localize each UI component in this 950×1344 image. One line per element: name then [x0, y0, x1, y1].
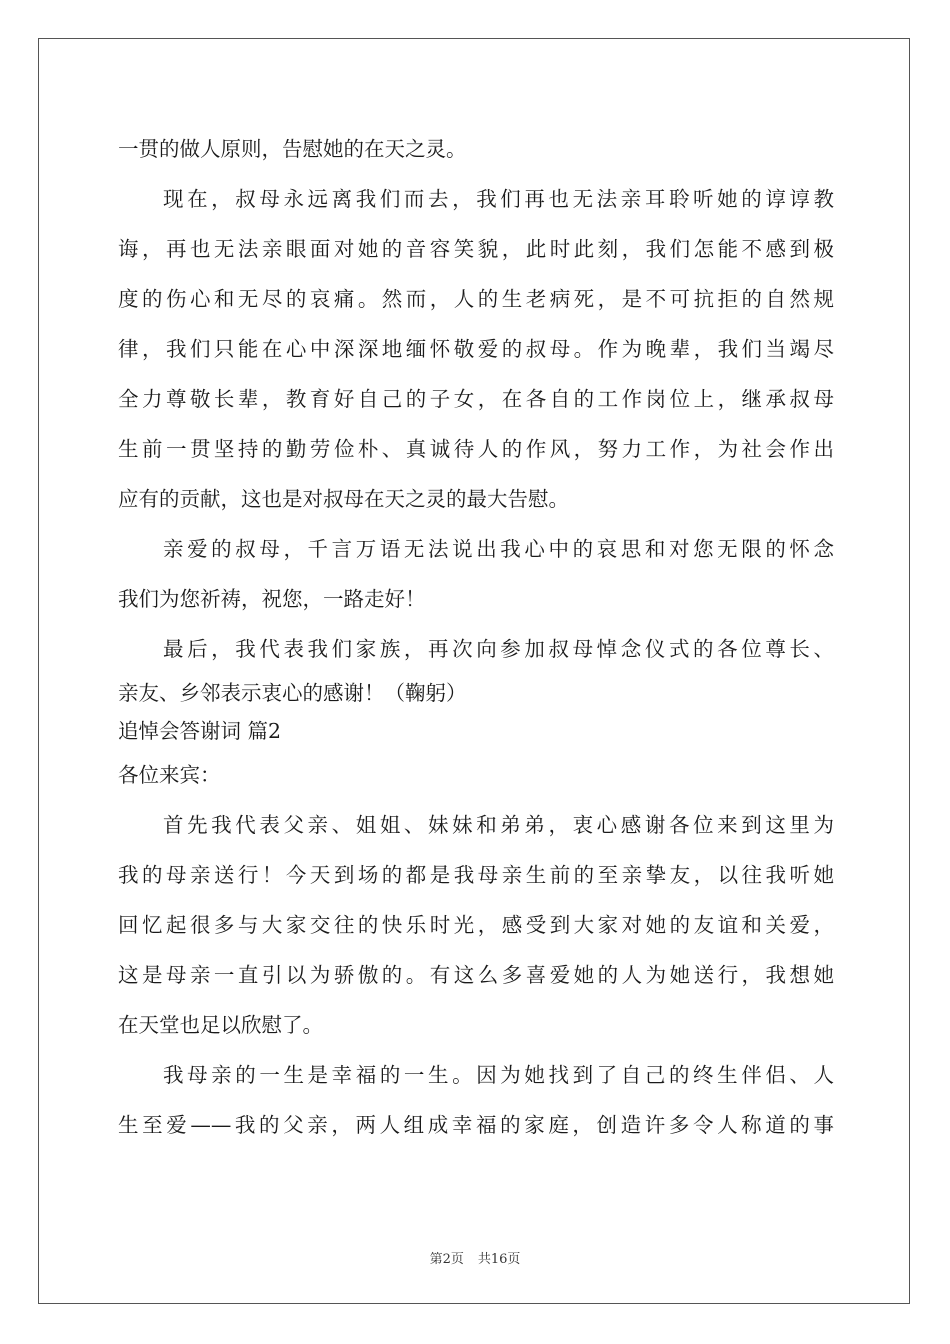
- text-line: 我们为您祈祷，祝您，一路走好！: [118, 587, 426, 611]
- text-line: 回忆起很多与大家交往的快乐时光，感受到大家对她的友谊和关爱，: [118, 913, 834, 937]
- text-line: 应有的贡献，这也是对叔母在天之灵的最大告慰。: [118, 487, 569, 511]
- text-line: 这是母亲一直引以为骄傲的。有这么多喜爱她的人为她送行，我想她: [118, 963, 834, 987]
- text-line: 亲友、乡邻表示衷心的感谢！（鞠躬）: [118, 681, 467, 705]
- text-line: 生前一贯坚持的勤劳俭朴、真诚待人的作风，努力工作，为社会作出: [118, 437, 834, 461]
- paragraph-start-line: 亲爱的叔母，千言万语无法说出我心中的哀思和对您无限的怀念: [163, 537, 834, 561]
- text-line: 我的母亲送行！今天到场的都是我母亲生前的至亲挚友，以往我听她: [118, 863, 834, 887]
- paragraph-start-line: 首先我代表父亲、姐姐、妹妹和弟弟，衷心感谢各位来到这里为: [163, 813, 834, 837]
- paragraph-start-line: 最后，我代表我们家族，再次向参加叔母悼念仪式的各位尊长、: [163, 637, 834, 661]
- text-line: 生至爱——我的父亲，两人组成幸福的家庭，创造许多令人称道的事: [118, 1113, 834, 1137]
- page-number: 第2页: [429, 1252, 464, 1267]
- text-line: 一贯的做人原则，告慰她的在天之灵。: [118, 137, 467, 161]
- section-heading: 追悼会答谢词 篇2: [118, 719, 282, 743]
- page-footer: [0, 1248, 950, 1267]
- paragraph-start-line: 现在，叔母永远离我们而去，我们再也无法亲耳聆听她的谆谆教: [163, 187, 834, 211]
- salutation: 各位来宾：: [118, 763, 221, 787]
- text-line: 全力尊敬长辈，教育好自己的子女，在各自的工作岗位上，继承叔母: [118, 387, 834, 411]
- text-line: 诲，再也无法亲眼面对她的音容笑貌，此时此刻，我们怎能不感到极: [118, 237, 834, 261]
- text-line: 在天堂也足以欣慰了。: [118, 1013, 323, 1037]
- paragraph-start-line: 我母亲的一生是幸福的一生。因为她找到了自己的终生伴侣、人: [163, 1063, 834, 1087]
- document-body: [118, 124, 834, 1150]
- page-total: 共16页: [477, 1252, 521, 1267]
- text-line: 律，我们只能在心中深深地缅怀敬爱的叔母。作为晚辈，我们当竭尽: [118, 337, 834, 361]
- text-line: 度的伤心和无尽的哀痛。然而，人的生老病死，是不可抗拒的自然规: [118, 287, 834, 311]
